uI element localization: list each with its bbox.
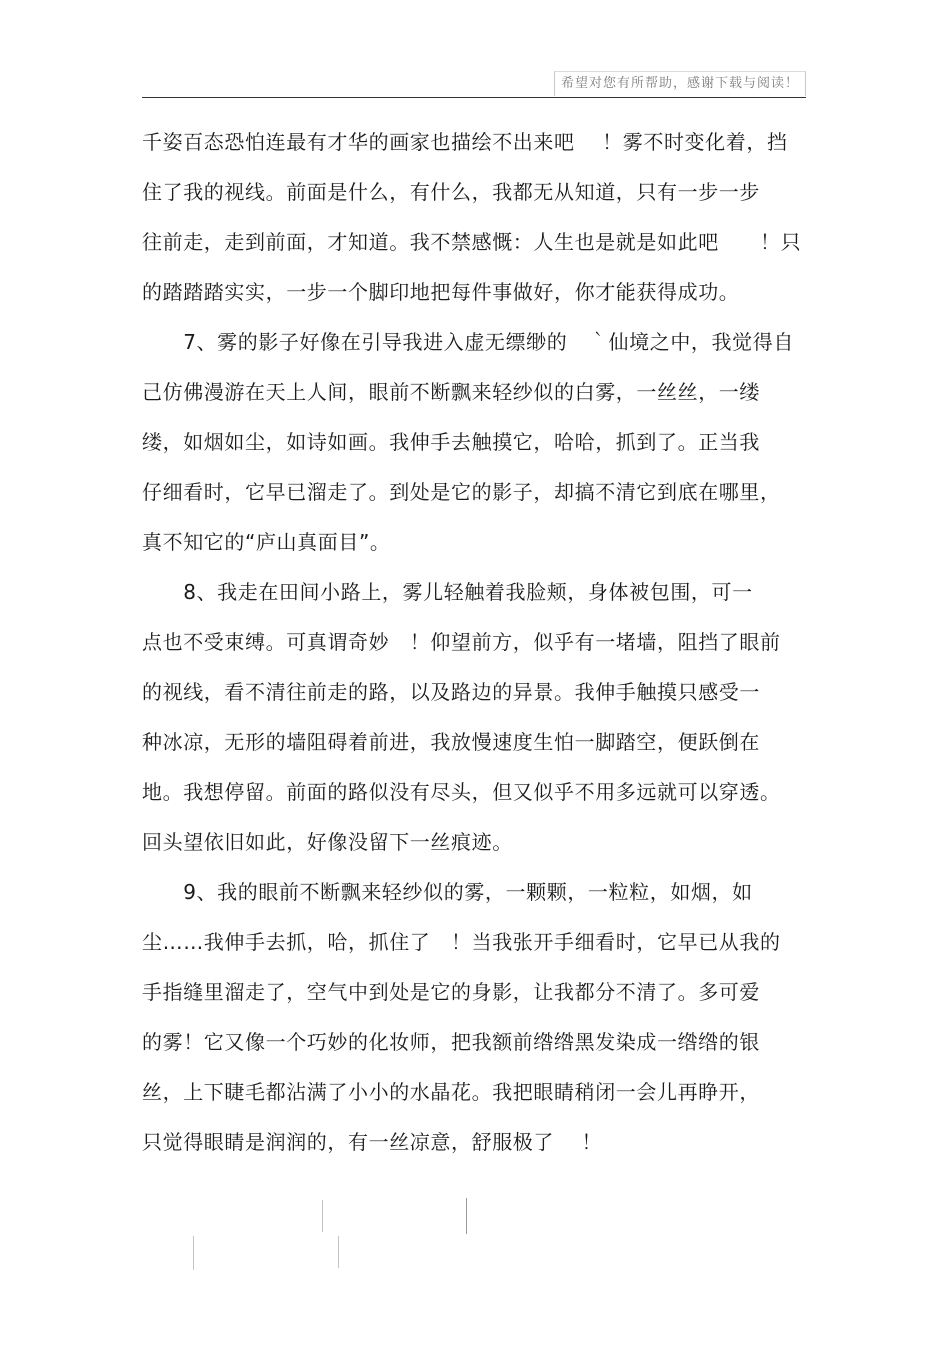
text-line-4: 的踏踏踏实实，一步一个脚印地把每件事做好，你才能获得成功。 xyxy=(142,280,740,304)
text-line-14: 地。我想停留。前面的路似没有尽头，但又似乎不用多远就可以穿透。 xyxy=(142,780,781,804)
text-line-6: 己仿佛漫游在天上人间，眼前不断飘来轻纱似的白雾，一丝丝，一缕 xyxy=(142,380,760,404)
scan-mark-1 xyxy=(322,1200,323,1232)
text-line-5: 7、雾的影子好像在引导我进入虚无缥缈的 ｀仙境之中，我觉得自 xyxy=(142,330,794,354)
text-line-19: 的雾！它又像一个巧妙的化妆师，把我额前绺绺黑发染成一绺绺的银 xyxy=(142,1030,760,1054)
text-line-8: 仔细看时，它早已溜走了。到处是它的影子，却搞不清它到底在哪里， xyxy=(142,480,781,504)
text-line-12: 的视线，看不清往前走的路，以及路边的异景。我伸手触摸只感受一 xyxy=(142,680,760,704)
text-line-2: 住了我的视线。前面是什么，有什么，我都无从知道，只有一步一步 xyxy=(142,180,760,204)
text-line-3: 往前走，走到前面，才知道。我不禁感慨：人生也是就是如此吧 ！只 xyxy=(142,230,802,254)
text-line-10: 8、我走在田间小路上，雾儿轻触着我脸颊，身体被包围，可一 xyxy=(142,580,753,604)
text-line-11: 点也不受束缚。可真谓奇妙 ！仰望前方，似乎有一堵墙，阻挡了眼前 xyxy=(142,630,781,654)
text-line-18: 手指缝里溜走了，空气中到处是它的身影，让我都分不清了。多可爱 xyxy=(142,980,760,1004)
scan-mark-2 xyxy=(466,1198,467,1234)
body-text xyxy=(142,125,806,1175)
text-line-17: 尘……我伸手去抓，哈，抓住了 ！当我张开手细看时，它早已从我的 xyxy=(142,930,781,954)
scan-mark-4 xyxy=(338,1236,339,1268)
text-line-15: 回头望依旧如此，好像没留下一丝痕迹。 xyxy=(142,830,513,854)
text-line-13: 种冰凉，无形的墙阻碍着前进，我放慢速度生怕一脚踏空，便跃倒在 xyxy=(142,730,760,754)
page-header xyxy=(142,71,806,98)
text-line-21: 只觉得眼睛是润润的，有一丝凉意，舒服极了 ！ xyxy=(142,1130,603,1154)
text-line-7: 缕，如烟如尘，如诗如画。我伸手去触摸它，哈哈，抓到了。正当我 xyxy=(142,430,760,454)
text-line-1: 千姿百态恐怕连最有才华的画家也描绘不出来吧 ！雾不时变化着，挡 xyxy=(142,130,788,154)
text-line-20: 丝，上下睫毛都沾满了小小的水晶花。我把眼睛稍闭一会儿再睁开， xyxy=(142,1080,760,1104)
text-line-9: 真不知它的“庐山真面目”。 xyxy=(142,530,391,554)
header-note: 希望对您有所帮助，感谢下载与阅读！ xyxy=(554,71,806,96)
text-line-16: 9、我的眼前不断飘来轻纱似的雾，一颗颗，一粒粒，如烟，如 xyxy=(142,880,753,904)
scan-mark-3 xyxy=(193,1236,194,1270)
